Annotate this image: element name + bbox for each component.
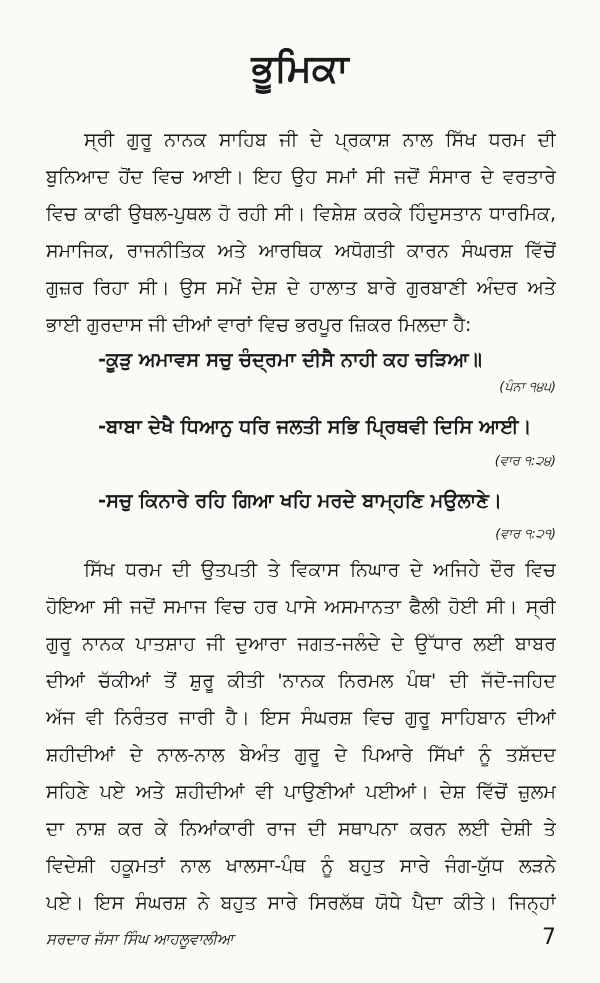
- paragraph-1: [46, 122, 556, 344]
- paragraph-2-line: ਸਹਿਣੇ ਪਏ ਅਤੇ ਸ਼ਹੀਦੀਆਂ ਵੀ ਪਾਉਣੀਆਂ ਪਈਆਂ। ਦੇਸ਼ ਵਿੱਚੋਂ ਜ਼ੁਲਮ: [46, 781, 556, 803]
- quote-1: -ਕੂੜੁ ਅਮਾਵਸ ਸਚੁ ਚੰਦ੍ਰਮਾ ਦੀਸੈ ਨਾਹੀ ਕਹ ਚੜਿਆ॥: [98, 348, 482, 371]
- paragraph-2-line: ਦੀਆਂ ਚੱਕੀਆਂ ਤੋਂ ਸ਼ੁਰੂ ਕੀਤੀ 'ਨਾਨਕ ਨਿਰਮਲ ਪੰਥ' ਦੀ ਜੱਦੋ-ਜਹਿਦ: [46, 670, 556, 692]
- paragraph-2-line: ਸ਼ਹੀਦੀਆਂ ਦੇ ਨਾਲ-ਨਾਲ ਬੇਅੰਤ ਗੁਰੂ ਦੇ ਪਿਆਰੇ ਸਿੱਖਾਂ ਨੂੰ ਤਸ਼ੱਦਦ: [46, 744, 556, 766]
- paragraph-2-line: ਹੋਇਆ ਸੀ ਜਦੋਂ ਸਮਾਜ ਵਿਚ ਹਰ ਪਾਸੇ ਅਸਮਾਨਤਾ ਫੈਲੀ ਹੋਈ ਸੀ। ਸ੍ਰੀ: [46, 596, 556, 618]
- quote-1-reference: (ਪੰਨਾ ੧੪੫): [499, 380, 556, 395]
- paragraph-2-line: ਅੱਜ ਵੀ ਨਿਰੰਤਰ ਜਾਰੀ ਹੈ। ਇਸ ਸੰਘਰਸ਼ ਵਿਚ ਗੁਰੂ ਸਾਹਿਬਾਨ ਦੀਆਂ: [46, 707, 556, 729]
- paragraph-2: [46, 552, 556, 922]
- quote-2-reference: (ਵਾਰ ੧:੨੪): [494, 454, 556, 469]
- paragraph-1-line: ਗੁਜ਼ਰ ਰਿਹਾ ਸੀ। ਉਸ ਸਮੇਂ ਦੇਸ਼ ਦੇ ਹਾਲਾਤ ਬਾਰੇ ਗੁਰਬਾਣੀ ਅੰਦਰ ਅਤੇ: [46, 277, 556, 299]
- paragraph-1-line: ਭਾਈ ਗੁਰਦਾਸ ਜੀ ਦੀਆਂ ਵਾਰਾਂ ਵਿਚ ਭਰਪੂਰ ਜ਼ਿਕਰ ਮਿਲਦਾ ਹੈ:: [46, 314, 472, 336]
- paragraph-2-line: ਗੁਰੂ ਨਾਨਕ ਪਾਤਸ਼ਾਹ ਜੀ ਦੁਆਰਾ ਜਗਤ-ਜਲੰਦੇ ਦੇ ਉੱਧਾਰ ਲਈ ਬਾਬਰ: [46, 633, 556, 655]
- paragraph-1-line: ਬੁਨਿਆਦ ਹੋਂਦ ਵਿਚ ਆਈ। ਇਹ ਉਹ ਸਮਾਂ ਸੀ ਜਦੋਂ ਸੰਸਾਰ ਦੇ ਵਰਤਾਰੇ: [46, 166, 556, 188]
- paragraph-1-line: ਸਮਾਜਿਕ, ਰਾਜਨੀਤਿਕ ਅਤੇ ਆਰਥਿਕ ਅਧੋਗਤੀ ਕਾਰਨ ਸੰਘਰਸ਼ ਵਿੱਚੋਂ: [46, 240, 556, 262]
- quote-2: -ਬਾਬਾ ਦੇਖੈ ਧਿਆਨੁ ਧਰਿ ਜਲਤੀ ਸਭਿ ਪ੍ਰਿਥਵੀ ਦਿਸਿ ਆਈ।: [98, 415, 532, 438]
- paragraph-2-line: ਪਏ। ਇਸ ਸੰਘਰਸ਼ ਨੇ ਬਹੁਤ ਸਾਰੇ ਸਿਰਲੱਥ ਯੋਧੇ ਪੈਦਾ ਕੀਤੇ। ਜਿਨ੍ਹਾਂ: [46, 892, 556, 914]
- page-number: 7: [542, 925, 556, 950]
- paragraph-1-line: ਵਿਚ ਕਾਫੀ ਉਥਲ-ਪੁਥਲ ਹੋ ਰਹੀ ਸੀ। ਵਿਸ਼ੇਸ਼ ਕਰਕੇ ਹਿੰਦੁਸਤਾਨ ਧਾਰਮਿਕ,: [46, 203, 556, 225]
- paragraph-2-line: ਦਾ ਨਾਸ਼ ਕਰ ਕੇ ਨਿਆਂਕਾਰੀ ਰਾਜ ਦੀ ਸਥਾਪਨਾ ਕਰਨ ਲਈ ਦੇਸ਼ੀ ਤੇ: [46, 818, 556, 840]
- running-footer-title: ਸਰਦਾਰ ਜੱਸਾ ਸਿੰਘ ਆਹਲੂਵਾਲੀਆ: [46, 930, 234, 948]
- quote-3: -ਸਚੁ ਕਿਨਾਰੇ ਰਹਿ ਗਿਆ ਖਹਿ ਮਰਦੇ ਬਾਮ੍ਹਣਿ ਮਉਲਾਣੇ।: [98, 489, 503, 512]
- quote-3-reference: (ਵਾਰ ੧:੨੧): [495, 527, 556, 542]
- paragraph-1-line: ਸ੍ਰੀ ਗੁਰੂ ਨਾਨਕ ਸਾਹਿਬ ਜੀ ਦੇ ਪ੍ਰਕਾਸ਼ ਨਾਲ ਸਿੱਖ ਧਰਮ ਦੀ: [84, 129, 556, 151]
- page-title: ਭੂਮਿਕਾ: [251, 46, 349, 90]
- paragraph-2-line: ਸਿੱਖ ਧਰਮ ਦੀ ਉਤਪਤੀ ਤੇ ਵਿਕਾਸ ਨਿਘਾਰ ਦੇ ਅਜਿਹੇ ਦੌਰ ਵਿਚ: [84, 559, 556, 581]
- paragraph-2-line: ਵਿਦੇਸ਼ੀ ਹਕੂਮਤਾਂ ਨਾਲ ਖਾਲਸਾ-ਪੰਥ ਨੂੰ ਬਹੁਤ ਸਾਰੇ ਜੰਗ-ਯੁੱਧ ਲੜਨੇ: [46, 855, 556, 877]
